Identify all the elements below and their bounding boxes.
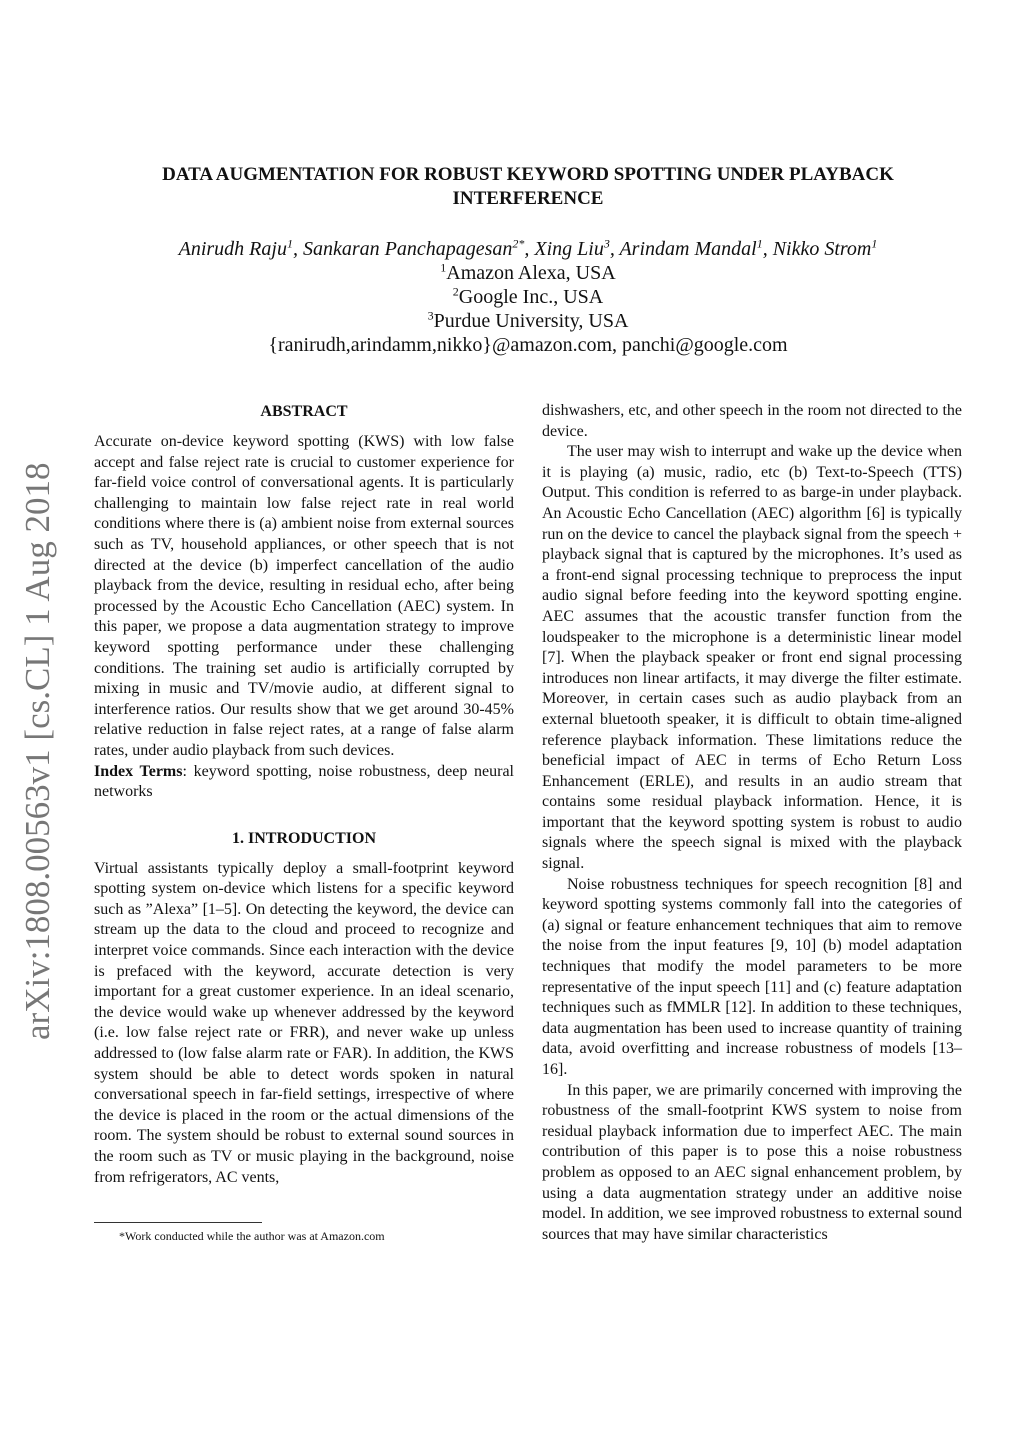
footnote-rule [94,1222,262,1223]
paper-title: DATA AUGMENTATION FOR ROBUST KEYWORD SPOTTING UNDER PLAYBACK INTERFERENCE [162,164,894,209]
abstract-text: Accurate on-device keyword spotting (KWS) with low false accept and false reject rate is crucial to customer experience for far-field voice control of conversational agents. It is particularly challenging to maintain low false reject rate in real world conditions where there is (a) ambient noise from external sources such as TV, household appliances, or other speech that is not directed at the device (b) imperfect cancellation of the audio playback from the device, resulting in residual echo, after being processed by the Acoustic Echo Cancellation (AEC) system. In this paper, we propose a data augmentation strategy to improve keyword spotting performance under these challenging conditions. The training set audio is artificially corrupted by mixing in music and TV/movie audio, at different signal to interference ratios. Our results show that we get around 30-45% relative reduction in false reject rates, at a range of false alarm rates, under audio playback from such devices. [94,433,514,759]
intro-paragraph: In this paper, we are primarily concerned with improving the robustness of the small-footprint KWS system to noise from residual playback information due to imperfect AEC. The main contribution of this paper is to pose this a noise robustness problem as opposed to an AEC signal enhancement problem, by using a data augmentation strategy under an additive noise model. In addition, we see improved robustness to external sound sources that may have similar characteristics [542,1081,962,1243]
author: Arindam Mandal$^1$ [619,236,763,260]
right-column [542,401,962,1245]
footnote: *Work conducted while the author was at Amazon.com [119,1229,385,1243]
affiliation: $^2$Google Inc., USA [452,284,604,308]
left-column [94,402,514,1188]
intro-paragraph: The user may wish to interrupt and wake up the device when it is playing (a) music, radio, etc (b) Text-to-Speech (TTS) Output. This condition is referred to as barge-in under playback. An Acoustic Echo Cancellation (AEC) algorithm [6] is typically run on the device to cancel the playback signal from the speech + playback signal that is captured by the microphones. It’s used as a front-end signal processing technique to preprocess the input audio signal before feeding into the keyword spotting engine. AEC assumes that the acoustic transfer function from the loudspeaker to the microphone is a deterministic linear model [7]. When the playback speaker or front end signal processing introduces non linear artifacts, it may diverge the filter estimate. Moreover, in certain cases such as audio playback from an external bluetooth speaker, it is difficult to obtain time-aligned reference playback information. These limitations reduce the beneficial impact of AEC in terms of Echo Return Loss Enhancement (ERLE), and results in an audio stream that contains some residual playback information. Hence, it is important that the keyword spotting system is robust to audio signals where the speech signal is mixed with the playback signal. [542,443,962,873]
author: Sankaran Panchapagesan$^{2*}$ [302,236,525,260]
author: , Xing Liu$^3$ [524,236,610,260]
affiliation: $^3$Purdue University, USA [427,308,629,332]
emails: {ranirudh,arindamm,nikko}@amazon.com, panchi@google.com [268,334,788,356]
arxiv-identifier: arXiv:1808.00563v1 [cs.CL] 1 Aug 2018 [18,462,57,1040]
index-terms: Index Terms: keyword spotting, noise robustness, deep neural networks [94,762,514,801]
author: Anirudh Raju$^1$ [178,236,293,260]
author: Nikko Strom$^1$ [772,236,878,260]
intro-paragraph: Noise robustness techniques for speech recognition [8] and keyword spotting systems commonly fall into the categories of (a) signal or feature enhancement techniques that aim to remove the noise from the input features [9, 10] (b) model adaptation techniques that modify the model parameters to be more representative of the input speech [11] and (c) feature adaptation techniques such as fMMLR [12]. In addition to these techniques, data augmentation has been used to increase quantity of training data, avoid overfitting and increase robustness of models [13–16]. [542,875,962,1078]
author-list: Anirudh Raju$^1$, Sankaran Panchapagesan$^{2*}$, Xing Liu$^3$, Arindam Mandal$^1$, Nikko Strom$^1$ [178,236,878,260]
author-block [60,237,996,357]
abstract-heading: ABSTRACT [260,403,348,420]
intro-paragraph-continued: dishwashers, etc, and other speech in the room not directed to the device. [542,402,962,440]
affiliation: $^1$Amazon Alexa, USA [440,260,616,284]
intro-paragraph: Virtual assistants typically deploy a small-footprint keyword spotting system on-device which listens for a specific keyword such as ”Alexa” [1–5]. On detecting the keyword, the device can stream up the data to the cloud and proceed to recognize and interpret voice commands. Since each interaction with the device is prefaced with the keyword, accurate detection is very important for a great customer experience. In an ideal scenario, the device would wake up whenever addressed by the keyword (i.e. low false reject rate or FRR), and never wake up unless addressed to (low false alarm rate or FAR). In addition, the KWS system should be able to detect words spoken in natural conversational speech in far-field settings, irrespective of where the device is placed in the room or the actual dimensions of the room. The system should be robust to external sound sources in the room such as TV or music playing in the background, noise from refrigerators, AC vents, [94,859,514,1186]
intro-heading: 1. INTRODUCTION [231,829,376,847]
